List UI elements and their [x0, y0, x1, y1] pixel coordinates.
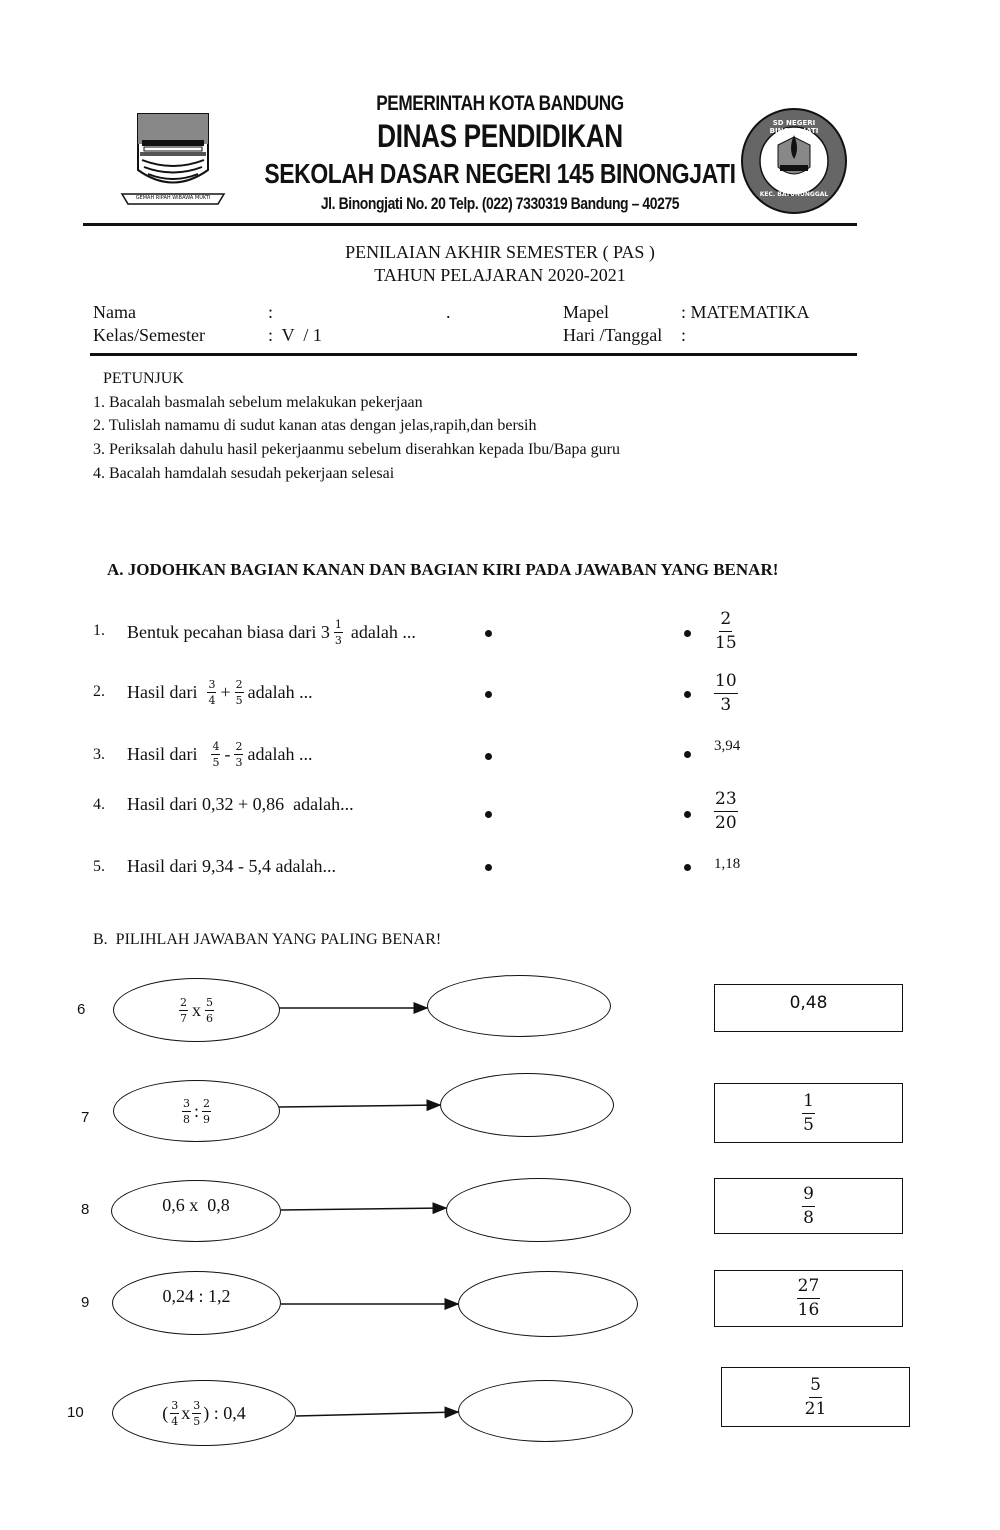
denominator: 7 — [180, 1011, 187, 1025]
subject-value: : MATEMATIKA — [681, 302, 810, 322]
question-number: 6 — [77, 1001, 86, 1018]
arrow-10 — [296, 1412, 458, 1416]
header-department: DINAS PENDIDIKAN — [377, 118, 623, 154]
question-number: 2. — [93, 683, 105, 700]
arrow-8 — [281, 1208, 446, 1210]
numerator: 2 — [235, 677, 243, 691]
q10-operator: x — [181, 1402, 191, 1423]
numerator: 10 — [714, 673, 738, 694]
q3-text-b: adalah ... — [247, 743, 313, 764]
numerator: 5 — [206, 995, 213, 1009]
question-number: 1. — [93, 622, 105, 639]
question-number: 9 — [81, 1294, 90, 1311]
q10-fraction-2 — [192, 1400, 201, 1427]
box-2-fraction — [802, 1090, 815, 1135]
answer-box-2[interactable] — [714, 1083, 903, 1143]
instruction-item: 1. Bacalah basmalah sebelum melakukan pekerjaan — [93, 394, 423, 411]
question-number: 10 — [67, 1404, 84, 1421]
denominator: 21 — [804, 1398, 827, 1419]
question-10-oval — [112, 1380, 296, 1446]
class-label: Kelas/Semester — [93, 325, 205, 345]
numerator: 23 — [714, 791, 738, 812]
denominator: 5 — [193, 1414, 201, 1428]
question-9-oval — [112, 1271, 281, 1335]
name-value[interactable]: : — [268, 302, 274, 322]
answer-oval-6[interactable] — [427, 975, 611, 1037]
question-number: 8 — [81, 1201, 90, 1218]
subject-label: Mapel — [563, 302, 609, 322]
name-label: Nama — [93, 302, 136, 322]
numerator: 3 — [208, 677, 216, 691]
numerator: 5 — [809, 1377, 822, 1398]
exam-year: TAHUN PELAJARAN 2020-2021 — [374, 265, 626, 285]
exam-title: PENILAIAN AKHIR SEMESTER ( PAS ) — [345, 242, 655, 262]
numerator: 1 — [334, 617, 342, 631]
denominator: 5 — [212, 755, 220, 769]
header-government: PEMERINTAH KOTA BANDUNG — [376, 92, 624, 115]
denominator: 8 — [803, 1207, 814, 1228]
instructions-title: PETUNJUK — [103, 370, 184, 387]
q6-operator: x — [192, 999, 201, 1020]
q6-fraction-2 — [205, 997, 214, 1024]
question-4: Hasil dari 0,32 + 0,86 adalah... — [127, 794, 354, 814]
numerator: 1 — [802, 1093, 815, 1114]
section-a-title: A. JODOHKAN BAGIAN KANAN DAN BAGIAN KIRI PADA JAWABAN YANG BENAR! — [107, 560, 779, 579]
school-badge-bottom-text: KEC. BATUNUNGGAL — [759, 191, 829, 198]
denominator: 3 — [720, 695, 732, 715]
q2-text-b: adalah ... — [247, 681, 313, 702]
header-school: SEKOLAH DASAR NEGERI 145 BINONGJATI — [264, 158, 736, 189]
numerator: 3 — [182, 1096, 190, 1110]
numerator: 9 — [802, 1186, 815, 1207]
numerator: 2 — [180, 995, 187, 1009]
numerator: 3 — [171, 1398, 179, 1412]
q6-fraction-1 — [179, 997, 188, 1024]
box-4-fraction — [797, 1278, 821, 1319]
denominator: 5 — [235, 693, 243, 707]
numerator: 27 — [797, 1278, 821, 1299]
header-address: Jl. Binongjati No. 20 Telp. (022) 7330319 Bandung – 40275 — [320, 194, 680, 213]
denominator: 9 — [203, 1112, 210, 1126]
q9-expression: 0,24 : 1,2 — [162, 1286, 231, 1306]
answer-oval-10[interactable] — [458, 1380, 633, 1442]
class-value: : V / 1 — [268, 325, 322, 345]
denominator: 3 — [334, 633, 342, 647]
answer-box-1[interactable] — [714, 984, 903, 1032]
box-1-value: 0,48 — [789, 993, 828, 1013]
answer-a5: 1,18 — [714, 856, 741, 872]
section-b-title: B. PILIHLAH JAWABAN YANG PALING BENAR! — [93, 931, 442, 948]
box-3-fraction — [802, 1183, 815, 1228]
q8-expression: 0,6 x 0,8 — [162, 1195, 230, 1215]
answer-box-4[interactable] — [714, 1270, 903, 1327]
q3-text-a: Hasil dari — [127, 743, 198, 764]
denominator: 4 — [171, 1414, 179, 1428]
city-motto: GEMAH RIPAH WIBAWA MUKTI — [135, 195, 211, 201]
numerator: 2 — [203, 1096, 210, 1110]
q7-fraction-2 — [202, 1098, 211, 1125]
q10-open-paren: ( — [162, 1402, 169, 1423]
q1-text-a: Bentuk pecahan biasa dari 3 — [127, 621, 330, 642]
date-value[interactable]: : — [681, 325, 687, 345]
question-number: 4. — [93, 796, 105, 813]
instruction-item: 2. Tulislah namamu di sudut kanan atas dengan jelas,rapih,dan bersih — [93, 417, 537, 434]
date-label: Hari /Tanggal — [563, 325, 663, 345]
q1-text-b: adalah ... — [350, 621, 416, 642]
numerator: 2 — [235, 739, 243, 753]
school-badge-top-text: SD NEGERI BINONG JATI — [769, 119, 819, 135]
q2-text-a: Hasil dari — [127, 681, 198, 702]
denominator: 6 — [206, 1011, 213, 1025]
q7-operator: : — [193, 1100, 199, 1121]
q10-close: ) : 0,4 — [203, 1402, 246, 1423]
denominator: 15 — [715, 633, 737, 653]
question-7-oval — [113, 1080, 280, 1142]
denominator: 3 — [235, 755, 243, 769]
q10-fraction-1 — [170, 1400, 179, 1427]
question-number: 5. — [93, 858, 105, 875]
numerator: 2 — [719, 611, 732, 632]
box-5-fraction — [804, 1374, 828, 1419]
instruction-item: 4. Bacalah hamdalah sesudah pekerjaan selesai — [93, 465, 395, 482]
denominator: 4 — [208, 693, 216, 707]
answer-oval-7[interactable] — [440, 1073, 614, 1137]
denominator: 16 — [797, 1300, 820, 1320]
q7-fraction-1 — [182, 1098, 191, 1125]
denominator: 8 — [182, 1112, 190, 1126]
answer-a3: 3,94 — [714, 738, 741, 754]
numerator: 3 — [193, 1398, 201, 1412]
question-number: 3. — [93, 746, 105, 763]
question-number: 7 — [81, 1109, 90, 1126]
question-5: Hasil dari 9,34 - 5,4 adalah... — [127, 856, 336, 876]
denominator: 5 — [803, 1114, 814, 1135]
answer-oval-9[interactable] — [458, 1271, 638, 1337]
numerator: 4 — [212, 739, 220, 753]
answer-box-5[interactable] — [721, 1367, 910, 1427]
answer-oval-8[interactable] — [446, 1178, 631, 1242]
q3-operator: - — [224, 743, 231, 764]
instruction-item: 3. Periksalah dahulu hasil pekerjaanmu sebelum diserahkan kepada Ibu/Bapa guru — [93, 441, 620, 458]
name-dot: . — [446, 302, 451, 322]
answer-box-3[interactable] — [714, 1178, 903, 1234]
arrow-7 — [279, 1105, 440, 1107]
denominator: 20 — [715, 813, 737, 833]
question-8-oval — [111, 1180, 281, 1242]
q2-operator: + — [220, 681, 231, 702]
question-6-oval — [113, 978, 280, 1042]
